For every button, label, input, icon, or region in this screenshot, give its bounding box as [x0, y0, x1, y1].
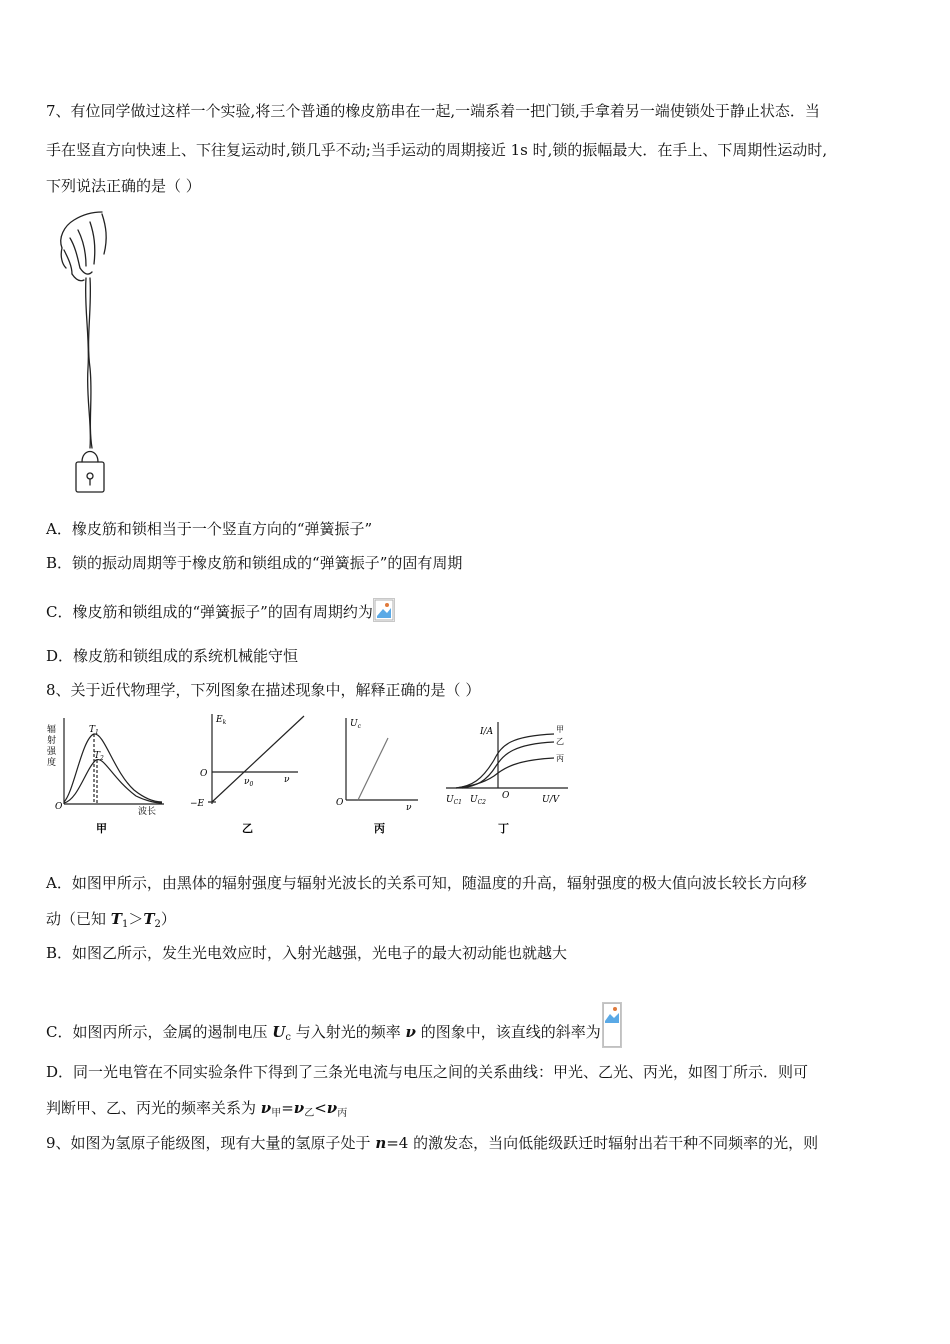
q8-d2-lt: < [314, 1099, 327, 1117]
q8-d2-v3: ν [326, 1099, 338, 1117]
q9-stem-post: 的激发态，当向低能级跃迁时辐射出若干种不同频率的光，则 [408, 1134, 819, 1152]
q8-d2-pre: 判断甲、乙、丙光的频率关系为 [46, 1099, 261, 1117]
q7-stem-line2: 手在竖直方向快速上、下往复运动时,锁几乎不动;当手运动的周期接近 1s 时,锁的振幅最大．在手上、下周期性运动时, [46, 141, 828, 159]
ding-curve-label-jia: 甲 [556, 725, 564, 734]
yi-caption: 乙 [242, 822, 253, 835]
ding-caption: 丁 [498, 822, 509, 835]
ding-xlabel: U/V [542, 795, 560, 805]
q7-stem-line3: 下列说法正确的是（ ） [46, 177, 201, 195]
q8-a2-t2sub: 2 [154, 919, 161, 930]
q8-d2-s3: 丙 [337, 1108, 348, 1119]
q8-option-b: B．如图乙所示，发生光电效应时，入射光越强，光电子的最大初动能也就越大 [46, 944, 568, 962]
yi-origin: O [200, 769, 208, 779]
q8-d2-v2: ν [293, 1099, 305, 1117]
bing-line [358, 738, 388, 800]
broken-image-icon [373, 598, 395, 622]
jia-t1-label: $T_1$ [89, 725, 99, 736]
q7-option-d: D．橡皮筋和锁组成的系统机械能守恒 [46, 647, 299, 665]
jia-origin: O [55, 802, 63, 812]
figure-jia [44, 712, 174, 837]
jia-caption: 甲 [96, 822, 107, 835]
jia-xlabel: 波长 [138, 807, 157, 817]
q8-a2-post: ） [160, 910, 176, 928]
jia-ylabel-4: 度 [47, 758, 57, 768]
yi-v0-label: $\nu_0$ [244, 777, 254, 788]
bing-caption: 丙 [374, 822, 385, 835]
q8-d2-eq: = [281, 1099, 294, 1117]
q9-stem-eq: =4 [386, 1134, 409, 1152]
yi-ylabel: $E_k$ [216, 715, 227, 726]
ding-curve-label-yi: 乙 [556, 737, 564, 746]
bing-origin: O [336, 798, 344, 808]
q8-c-u: U [272, 1023, 286, 1041]
q9-stem-pre: 9、如图为氢原子能级图，现有大量的氢原子处于 [46, 1134, 376, 1152]
q8-a2-gt: ＞ [128, 910, 144, 928]
ding-origin: O [502, 791, 510, 801]
q8-option-c [46, 1002, 622, 1048]
figure-ding [442, 714, 582, 838]
bing-ylabel: $U_c$ [350, 719, 361, 730]
q8-a2-t1: T [110, 910, 122, 928]
lock-shackle [82, 452, 98, 463]
q8-a2-t1sub: 1 [121, 919, 129, 930]
q8-d2-s1: 甲 [271, 1108, 282, 1119]
jia-t2-label: $T_2$ [94, 751, 104, 762]
q8-c-post: 的图象中，该直线的斜率为 [415, 1023, 601, 1041]
q7-stem-line1: 7、有位同学做过这样一个实验,将三个普通的橡皮筋串在一起,一端系着一把门锁,手拿着另一端使锁处于静止状态．当 [46, 102, 820, 120]
q8-a2-t2: T [143, 910, 155, 928]
hand-outline [61, 212, 102, 248]
yi-xlabel: ν [284, 775, 290, 785]
q8-c-pre: C．如图丙所示，金属的遏制电压 [46, 1023, 273, 1041]
q8-d2-s2: 乙 [304, 1108, 315, 1119]
q8-c-usub: c [285, 1032, 291, 1043]
q9-stem [46, 1133, 818, 1153]
ding-curve-label-bing: 丙 [556, 754, 564, 763]
q8-c-mid: 与入射光的频率 [290, 1023, 406, 1041]
q7-option-b: B．锁的振动周期等于橡皮筋和锁组成的“弹簧振子”的固有周期 [46, 554, 463, 572]
q8-option-a-line2 [46, 909, 176, 935]
broken-image-icon-2 [602, 1002, 622, 1048]
q7-option-c-text: C．橡皮筋和锁组成的“弹簧振子”的固有周期约为 [46, 603, 373, 621]
jia-ylabel-1: 辐 [47, 725, 57, 735]
figure-yi [186, 708, 316, 838]
q8-option-d-line2 [46, 1098, 347, 1124]
q7-option-a: A．橡皮筋和锁相当于一个竖直方向的“弹簧振子” [46, 520, 373, 538]
yi-line [212, 716, 304, 802]
ding-curve-jia [456, 734, 554, 788]
q7-option-c [46, 598, 395, 622]
hand-lock-figure [50, 208, 130, 498]
q8-option-d-line1: D．同一光电管在不同实验条件下得到了三条光电流与电压之间的关系曲线：甲光、乙光、丙光，如图丁所示．则可 [46, 1063, 809, 1081]
jia-ylabel-2: 射 [47, 736, 57, 746]
q8-a2-pre: 动（已知 [46, 910, 111, 928]
lock-body [76, 462, 104, 492]
q8-option-a-line1: A．如图甲所示，由黑体的辐射强度与辐射光波长的关系可知，随温度的升高，辐射强度的极大值向波长较长方向移 [46, 874, 807, 892]
q8-c-v: ν [405, 1023, 416, 1041]
jia-ylabel-3: 强 [47, 747, 57, 757]
ding-ylabel: I/A [480, 727, 494, 737]
jia-curve-t1 [64, 734, 162, 802]
bing-xlabel: ν [406, 803, 412, 813]
figure-bing [330, 708, 430, 838]
q8-d2-v1: ν [260, 1099, 272, 1117]
ding-uc1-label: $U_{C1}$ [446, 795, 463, 806]
q9-n: n [375, 1134, 387, 1152]
ding-uc2-label: $U_{C2}$ [470, 795, 487, 806]
yi-neg-label: −E [190, 799, 205, 809]
q8-stem: 8、关于近代物理学，下列图象在描述现象中，解释正确的是（ ） [46, 681, 481, 699]
